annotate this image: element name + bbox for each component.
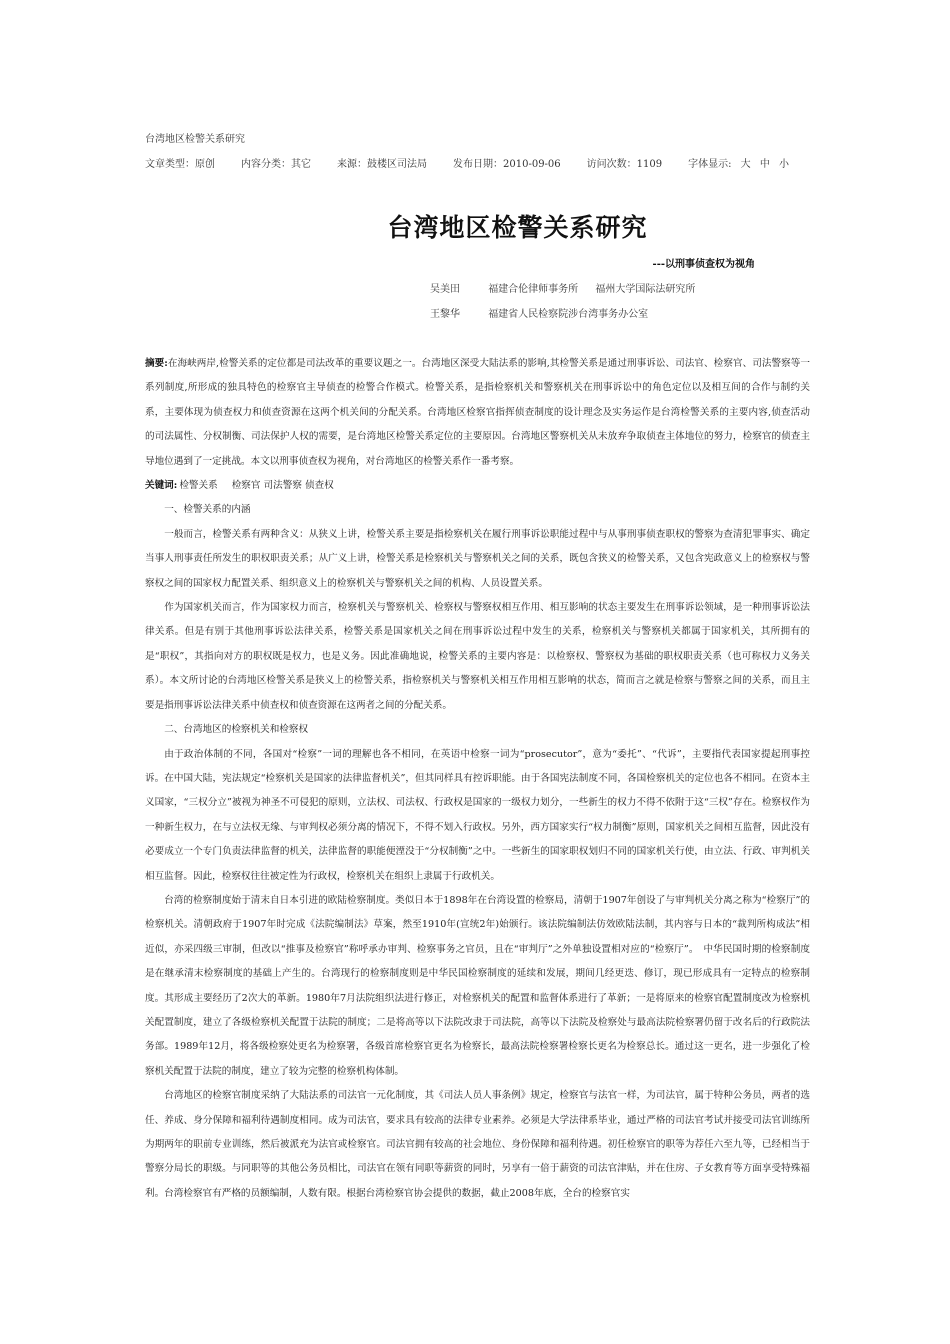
keyword: 检警关系: [179, 480, 218, 492]
meta-type: 文章类型：原创: [145, 159, 215, 170]
font-size-large-link[interactable]: 大: [740, 159, 751, 170]
section-heading: 一、检警关系的内涵: [164, 504, 251, 516]
paragraph: 一般而言，检警关系有两种含义：从狭义上讲，检警关系主要是指检察机关在履行刑事诉讼职能过程中与从事刑事侦查职权的警察为查清犯罪事实、确定当事人刑事责任所发生的职权职责关系；从广义上讲，检警关系是检察机关与警察机关之间的关系，既包含狭义的检警关系，又包含宪政意义上的检察权与警察权之间的国家权力配置关系、组织意义上的检察机关与警察机关之间的机构、人员设置关系。: [145, 528, 810, 589]
author-affiliation: 福建合伦律师事务所: [488, 284, 579, 295]
meta-visits: 访问次数：1109: [586, 159, 663, 170]
author-name: 吴美田: [430, 284, 460, 295]
paragraph: 台湾的检察制度始于清末自日本引进的欧陆检察制度。类似日本于1898年在台湾设置的检察局，清朝于1907年创设了与审判机关分离之称为“检察厅”的检察机关。清朝政府于1907年时完成《法院编制法》草案，然至1910年(宣统2年)始颁行。该法院编制法仿效欧陆法制，其内容与日本的“裁判所构成法”相近似，亦采四级三审制，但改以“推事及检察官”称呼承办审判、检察事务之官员，且在“审判厅”之外单独设置相对应的“检察厅”。 中华民国时期的检察制度是在继承清末检察制度的基础上产生的。台湾现行的检察制度则是中华民国检察制度的延续和发展，期间几经更迭、修订，现已形成具有一定特点的检察制度。其形成主要经历了2次大的革新。1980年7月法院组织法进行修正，对检察机关的配置和监督体系进行了革新；一是将原来的检察官配置制度改为检察机关配置制度，建立了各级检察机关配置于法院的制度；二是将高等以下法院改隶于司法院，高等以下法院及检察处与最高法院检察署仍留于改名后的行政院法务部。1989年12月，将各级检察处更名为检察署，各级首席检察官更名为检察长，最高法院检察署检察长更名为检察总长。通过这一更名，进一步强化了检察机关配置于法院的制度，建立了较为完整的检察机构体制。: [145, 894, 810, 1077]
author-name: 王黎华: [430, 309, 460, 320]
abstract-text: 在海峡两岸,检警关系的定位都是司法改革的重要议题之一。台湾地区深受大陆法系的影响,其检警关系是通过刑事诉讼、司法官、检察官、司法警察等一系列制度,所形成的独具特色的检察官主导侦查的检警合作模式。检警关系，是指检察机关和警察机关在刑事诉讼中的角色定位以及相互间的合作与制约关系，主要体现为侦查权力和侦查资源在这两个机关间的分配关系。台湾地区检察官指挥侦查制度的设计理念及实务运作是台湾检警关系的主要内容,侦查活动的司法属性、分权制衡、司法保护人权的需要，是台湾地区检警关系定位的主要原因。台湾地区警察机关从未放弃争取侦查主体地位的努力，检察官的侦查主导地位遇到了一定挑战。本文以刑事侦查权为视角，对台湾地区的检警关系作一番考察。: [145, 358, 810, 467]
font-size-selector: [688, 155, 789, 170]
page-title: 台湾地区检警关系研究: [387, 213, 648, 242]
author-affiliation: 福州大学国际法研究所: [595, 284, 696, 295]
font-size-medium-link[interactable]: 中: [759, 159, 770, 170]
abstract-label: 摘要:: [145, 358, 168, 369]
breadcrumb: 台湾地区检警关系研究: [145, 134, 245, 145]
keywords-label: 关键词:: [145, 480, 178, 492]
abstract: [145, 352, 810, 474]
keywords: [145, 474, 810, 498]
meta-date: 发布日期：2010-09-06: [453, 159, 561, 170]
article-body: [145, 352, 810, 1206]
author-affiliation: 福建省人民检察院涉台湾事务办公室: [488, 309, 649, 320]
author-line: [430, 305, 662, 320]
author-line: [430, 280, 709, 295]
meta-category: 内容分类：其它: [241, 159, 311, 170]
article-meta: [145, 155, 789, 170]
meta-source: 来源：鼓楼区司法局: [337, 159, 427, 170]
section-heading: 二、台湾地区的检察机关和检察权: [164, 724, 309, 736]
paragraph: 台湾地区的检察官制度采纳了大陆法系的司法官一元化制度，其《司法人员人事条例》规定，检察官与法官一样，为司法官，属于特种公务员，两者的选任、养成、身分保障和福利待遇制度相同。成为司法官，要求具有较高的法律专业素养。必须是大学法律系毕业，通过严格的司法官考试并接受司法官训练所为期两年的职前专业训练，然后被派充为法官或检察官。司法官拥有较高的社会地位、身份保障和福利待遇。初任检察官的职等为荐任六至九等，已经相当于警察分局长的职级。与同职等的其他公务员相比，司法官在领有同职等薪资的同时，另享有一倍于薪资的司法官津贴，并在住房、子女教育等方面享受特殊福利。台湾检察官有严格的员额编制，人数有限。根据台湾检察官协会提供的数据，截止2008年底，全台的检察官实: [145, 1090, 810, 1199]
page-subtitle: ---以刑事侦查权为视角: [652, 259, 755, 270]
paragraph: 由于政治体制的不同，各国对“检察”一词的理解也各不相同，在英语中检察一词为“prosecutor”，意为“委托”、“代诉”，主要指代表国家提起刑事控诉。在中国大陆，宪法规定“检察机关是国家的法律监督机关”，但其同样具有控诉职能。由于各国宪法制度不同，各国检察机关的定位也各不相同。在资本主义国家，“三权分立”被视为神圣不可侵犯的原则，立法权、司法权、行政权是国家的一级权力划分，一些新生的权力不得不依附于这“三权”存在。检察权作为一种新生权力，在与立法权无缘、与审判权必须分离的情况下，不得不划入行政权。另外，西方国家实行“权力制衡”原则，国家机关之间相互监督，因此没有必要成立一个专门负责法律监督的机关，法律监督的职能便湮没于“分权制衡”之中。一些新生的国家职权划归不同的国家机关行使，由立法、行政、审判机关相互监督。因此，检察权往往被定性为行政权，检察机关在组织上隶属于行政机关。: [145, 748, 810, 882]
keyword: 检察官 司法警察 侦查权: [231, 480, 334, 492]
font-size-small-link[interactable]: 小: [779, 159, 790, 170]
font-size-label: 字体显示:: [688, 159, 732, 170]
paragraph: 作为国家机关而言，作为国家权力而言，检察机关与警察机关、检察权与警察权相互作用、相互影响的状态主要发生在刑事诉讼领域，是一种刑事诉讼法律关系。但是有别于其他刑事诉讼法律关系，检警关系是国家机关之间在刑事诉讼过程中发生的关系，检察机关与警察机关都属于国家机关，其所拥有的是“职权”，其指向对方的职权既是权力，也是义务。因此准确地说，检警关系的主要内容是：以检察权、警察权为基础的职权职责关系（也可称权力义务关系）。本文所讨论的台湾地区检警关系是狭义上的检警关系，指检察机关与警察机关相互作用相互影响的状态，简而言之就是检察与警察之间的关系，而且主要是指刑事诉讼法律关系中侦查权和侦查资源在这两者之间的分配关系。: [145, 602, 810, 711]
